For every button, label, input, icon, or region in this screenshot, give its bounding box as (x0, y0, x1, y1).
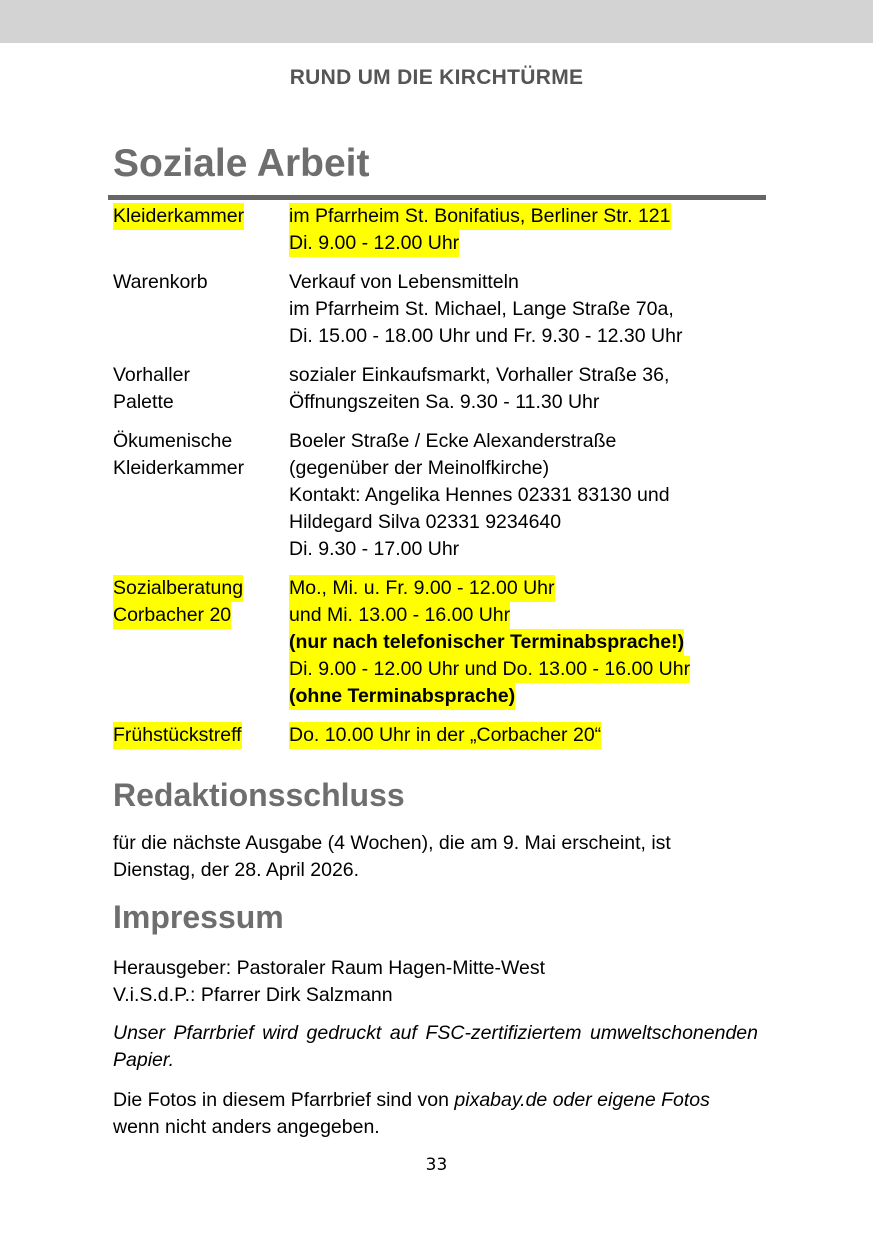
entry-label-line: Frühstückstreff (113, 722, 242, 749)
entry-label (113, 362, 289, 416)
entry-line-bold: (nur nach telefonischer Terminabsprache!) (289, 629, 684, 656)
entry-label-line: Palette (113, 391, 174, 413)
paper-note: Unser Pfarrbrief wird gedruckt auf FSC-zertifiziertem umweltschonenden Papier. (113, 1022, 758, 1071)
entry-details (289, 203, 753, 257)
entry-label-line: Warenkorb (113, 271, 208, 293)
entry-oekumenische-kleiderkammer (113, 428, 753, 563)
publisher-line: Herausgeber: Pastoraler Raum Hagen-Mitte-West (113, 957, 546, 979)
entry-fruehstueckstreff (113, 722, 753, 749)
entry-details (289, 269, 753, 350)
entry-vorhaller-palette (113, 362, 753, 416)
entry-label (113, 722, 289, 749)
entry-line: im Pfarrheim St. Bonifatius, Berliner Str. 121 (289, 203, 671, 230)
entry-details (289, 428, 753, 563)
entry-line: Verkauf von Lebensmitteln (289, 271, 519, 293)
running-header: RUND UM DIE KIRCHTÜRME (289, 66, 584, 89)
entry-label (113, 203, 289, 257)
entry-line-bold: (ohne Terminabsprache) (289, 683, 515, 710)
entry-details (289, 362, 753, 416)
entry-kleiderkammer (113, 203, 753, 257)
impressum-credits (113, 955, 758, 1009)
redaktion-text: für die nächste Ausgabe (4 Wochen), die am 9. Mai erscheint, ist Dienstag, der 28. April 2026. (113, 832, 671, 881)
visdp-line: V.i.S.d.P.: Pfarrer Dirk Salzmann (113, 984, 393, 1006)
title-rule (108, 195, 766, 200)
entry-details (289, 722, 753, 749)
entry-line: Kontakt: Angelika Hennes 02331 83130 und (289, 484, 670, 506)
entry-line: im Pfarrheim St. Michael, Lange Straße 70a, (289, 298, 674, 320)
entry-label-line: Corbacher 20 (113, 602, 231, 629)
entry-line: und Mi. 13.00 - 16.00 Uhr (289, 602, 510, 629)
entry-label-line: Sozialberatung (113, 575, 243, 602)
entry-label (113, 269, 289, 350)
entry-line: Do. 10.00 Uhr in der „Corbacher 20“ (289, 722, 601, 749)
page-number: 33 (425, 1155, 448, 1175)
entry-details (289, 575, 753, 710)
entry-label-line: Vorhaller (113, 364, 190, 386)
entry-line: (gegenüber der Meinolfkirche) (289, 457, 550, 479)
entry-line: Boeler Straße / Ecke Alexanderstraße (289, 430, 617, 452)
entry-label (113, 575, 289, 710)
photos-prefix: Die Fotos in diesem Pfarrbrief sind von (113, 1089, 455, 1111)
entry-sozialberatung (113, 575, 753, 710)
entry-line: Mo., Mi. u. Fr. 9.00 - 12.00 Uhr (289, 575, 555, 602)
section-title: Soziale Arbeit (113, 142, 370, 185)
entry-line: Di. 9.00 - 12.00 Uhr und Do. 13.00 - 16.00 Uhr (289, 656, 690, 683)
photos-source: pixabay.de oder eigene Fotos (454, 1089, 710, 1111)
entry-line: Öffnungszeiten Sa. 9.30 - 11.30 Uhr (289, 391, 600, 413)
entry-label-line: Kleiderkammer (113, 203, 244, 230)
entry-warenkorb (113, 269, 753, 350)
entry-label-line: Ökumenische (113, 430, 233, 452)
entry-label (113, 428, 289, 563)
photo-credits (113, 1087, 758, 1141)
photos-suffix: wenn nicht anders angegeben. (113, 1116, 380, 1138)
redaktion-title: Redaktionsschluss (113, 777, 405, 813)
entry-line: sozialer Einkaufsmarkt, Vorhaller Straße 36, (289, 364, 670, 386)
entry-line: Di. 15.00 - 18.00 Uhr und Fr. 9.30 - 12.30 Uhr (289, 325, 683, 347)
entry-label-line: Kleiderkammer (113, 457, 245, 479)
entries-list (113, 203, 753, 761)
top-bar (0, 0, 873, 43)
entry-line: Hildegard Silva 02331 9234640 (289, 511, 562, 533)
entry-line: Di. 9.30 - 17.00 Uhr (289, 538, 460, 560)
entry-line: Di. 9.00 - 12.00 Uhr (289, 230, 459, 257)
impressum-title: Impressum (113, 899, 284, 935)
